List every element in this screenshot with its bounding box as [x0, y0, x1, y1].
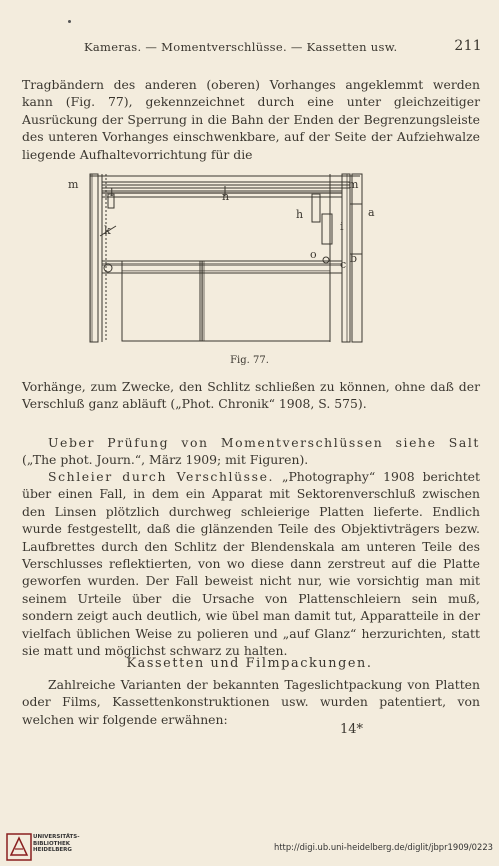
- figure-label-m-left: m: [68, 178, 79, 191]
- paragraph-2-text: Vorhänge, zum Zwecke, den Schlitz schließen zu können, ohne daß der Verschluß ganz abläuft („Phot. Chronik“ 1908, S. 575).: [22, 379, 480, 412]
- paragraph-4: [22, 468, 480, 659]
- figure-label-a: a: [368, 206, 375, 219]
- paragraph-3: [22, 434, 480, 469]
- source-url[interactable]: http://digi.ub.uni-heidelberg.de/diglit/jbpr1909/0223: [273, 842, 493, 852]
- paragraph-4-text: [22, 468, 480, 659]
- paragraph-3-spaced: Ueber Prüfung von Momentverschlüssen siehe Salt: [48, 435, 480, 450]
- paragraph-3-rest: („The phot. Journ.“, März 1909; mit Figuren).: [22, 452, 309, 468]
- figure-label-i: i: [340, 220, 344, 233]
- figure-label-k: k: [104, 224, 111, 237]
- paragraph-4-rest: „Photography“ 1908 berichtet über einen Fall, in dem ein Apparat mit Sektorenverschluß zwischen den Linsen plötzlich durchweg schleierige Platten lieferte. Endlich wurde festgestellt, daß die glänzenden Teile des Objektivträgers bezw. Laufbrettes durch den Schlitz der Blendenskala am unteren Teile des Verschlusses reflektierten, von wo diese dann zerstreut auf die Platte geworfen wurden. Der Fall beweist nicht nur, wie vorsichtig man mit seinem Urteile über die Ursache von Plattenschleiern sein muß, sondern zeigt auch deutlich, wie übel man damit tut, Apparatteile in der vielfach üblichen Weise zu polieren und „auf Glanz“ herzurichten, statt sie matt und möglichst schwarz zu halten.: [22, 469, 480, 659]
- paragraph-2: [22, 378, 480, 413]
- ink-dot: [68, 20, 71, 23]
- library-logo-icon: [6, 833, 32, 861]
- paragraph-1: [22, 76, 480, 163]
- paragraph-1-text: Tragbändern des anderen (oberen) Vorhanges angeklemmt werden kann (Fig. 77), gekennzeichnet durch eine unter gleichzeitiger Ausrückung der Sperrung in die Bahn der Enden der Begrenzungsleiste des unteren Vorhanges einschwenkbare, auf der Seite der Aufziehwalze liegende Aufhaltevorrichtung für die: [22, 77, 480, 162]
- page-number: 211: [454, 38, 482, 54]
- section-heading: Kassetten und Filmpackungen.: [126, 656, 373, 671]
- paragraph-4-spaced: Schleier durch Verschlüsse.: [48, 469, 275, 484]
- shutter-diagram: [60, 166, 400, 346]
- paragraph-5: [22, 676, 480, 728]
- library-name-line2: BIBLIOTHEK: [33, 840, 71, 847]
- running-title: Kameras. — Momentverschlüsse. — Kassetten usw.: [84, 40, 398, 54]
- figure-label-b: b: [350, 252, 358, 265]
- library-name-line3: HEIDELBERG: [33, 847, 72, 854]
- signature-mark: 14*: [340, 722, 364, 737]
- figure-label-h: h: [296, 208, 304, 221]
- paragraph-3-text: [22, 434, 480, 469]
- library-name-line1: UNIVERSITÄTS-: [33, 834, 80, 840]
- figure-label-c: c: [340, 258, 347, 271]
- footer-bar: [0, 830, 499, 866]
- figure-label-o: o: [310, 248, 317, 261]
- figure-label-l: l: [110, 186, 114, 199]
- paragraph-5-text: Zahlreiche Varianten der bekannten Tageslichtpackung von Platten oder Films, Kassettenkonstruktionen usw. wurden patentiert, von welchen wir folgende erwähnen:: [22, 677, 480, 727]
- figure-label-n: n: [222, 190, 230, 203]
- figure-77: [60, 166, 400, 346]
- library-name: [33, 834, 80, 854]
- figure-caption: Fig. 77.: [230, 355, 269, 366]
- figure-label-m-right: m: [348, 178, 359, 191]
